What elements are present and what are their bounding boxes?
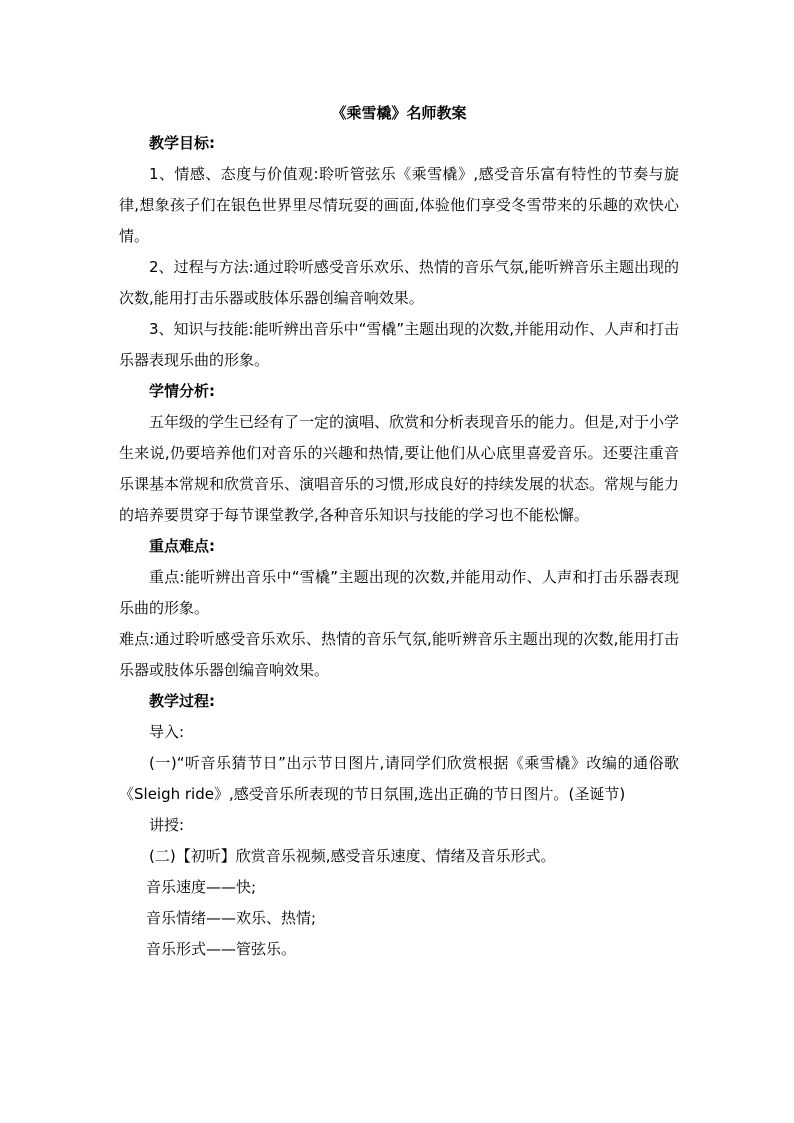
music-mood: 音乐情绪——欢乐、热情; — [146, 909, 317, 927]
analysis-heading: 学情分析: — [149, 382, 215, 400]
objective-2: 2、过程与方法:通过聆听感受音乐欢乐、热情的音乐气氛,能听辨音乐主题出现的次数,能用打击乐器或肢体乐器创编音响效果。 — [119, 258, 679, 307]
difficult-point: 难点:通过聆听感受音乐欢乐、热情的音乐气氛,能听辨音乐主题出现的次数,能用打击乐器或肢体乐器创编音响效果。 — [119, 630, 679, 679]
analysis-text: 五年级的学生已经有了一定的演唱、欣赏和分析表现音乐的能力。但是,对于小学生来说,仍要培养他们对音乐的兴趣和热情,要让他们从心底里喜爱音乐。还要注重音乐课基本常规和欣赏音乐、演唱音乐的习惯,形成良好的持续发展的状态。常规与能力的培养要贯穿于每节课堂教学,各种音乐知识与技能的学习也不能松懈。 — [119, 413, 679, 524]
document-title: 《乘雪橇》名师教案 — [331, 104, 467, 122]
key-point: 重点:能听辨出音乐中“雪橇”主题出现的次数,并能用动作、人声和打击乐器表现乐曲的形象。 — [119, 568, 679, 617]
music-speed: 音乐速度——快; — [146, 878, 257, 896]
lecture-text: (二)【初听】欣赏音乐视频,感受音乐速度、情绪及音乐形式。 — [149, 847, 556, 865]
lecture-label: 讲授: — [149, 816, 185, 834]
objective-3: 3、知识与技能:能听辨出音乐中“雪橇”主题出现的次数,并能用动作、人声和打击乐器表现乐曲的形象。 — [119, 320, 679, 369]
intro-label: 导入: — [149, 723, 185, 741]
process-heading: 教学过程: — [149, 692, 215, 710]
intro-text: (一)“听音乐猜节日”出示节日图片,请同学们欣赏根据《乘雪橇》改编的通俗歌《Sleigh ride》,感受音乐所表现的节日氛围,选出正确的节日图片。(圣诞节) — [119, 754, 679, 803]
objective-1: 1、情感、态度与价值观:聆听管弦乐《乘雪橇》,感受音乐富有特性的节奏与旋律,想象孩子们在银色世界里尽情玩耍的画面,体验他们享受冬雪带来的乐趣的欢快心情。 — [119, 165, 679, 245]
key-heading: 重点难点: — [149, 537, 215, 555]
music-form: 音乐形式——管弦乐。 — [146, 940, 297, 958]
document-page — [119, 98, 679, 965]
objectives-heading: 教学目标: — [149, 134, 215, 152]
